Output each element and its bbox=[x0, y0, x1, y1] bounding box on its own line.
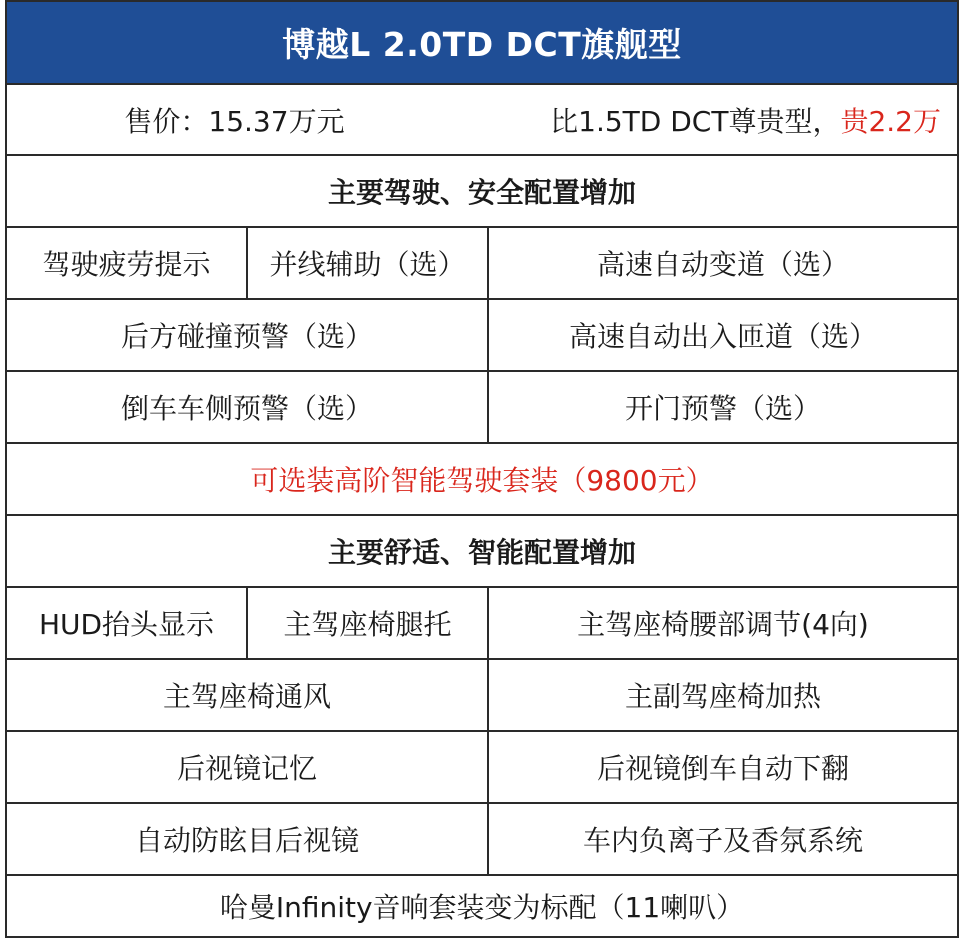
feature-cell: 倒车车侧预警（选） bbox=[120, 392, 373, 425]
feature-cell: 并线辅助（选） bbox=[246, 228, 487, 298]
table-row bbox=[7, 298, 957, 370]
feature-cell: 高速自动变道（选） bbox=[487, 228, 957, 298]
table-row bbox=[7, 730, 957, 802]
table-row bbox=[7, 802, 957, 874]
feature-cell: 主驾座椅腰部调节(4向) bbox=[487, 588, 957, 658]
feature-cell: 后方碰撞预警（选） bbox=[120, 320, 373, 353]
feature-cell: 高速自动出入匝道（选） bbox=[487, 300, 957, 370]
feature-cell: 驾驶疲劳提示 bbox=[42, 248, 211, 281]
price-difference: 贵2.2万 bbox=[840, 104, 941, 138]
safety-heading: 主要驾驶、安全配置增加 bbox=[327, 176, 636, 209]
price-label: 售价：15.37万元 bbox=[124, 104, 345, 138]
feature-cell: 主驾座椅通风 bbox=[162, 680, 331, 713]
audio-note: 哈曼Infinity音响套装变为标配（11喇叭） bbox=[219, 891, 745, 924]
feature-cell: 主驾座椅腿托 bbox=[246, 588, 487, 658]
comfort-heading-row bbox=[7, 514, 957, 586]
table-row bbox=[7, 586, 957, 658]
feature-cell: 后视镜倒车自动下翻 bbox=[487, 732, 957, 802]
comfort-heading: 主要舒适、智能配置增加 bbox=[327, 536, 636, 569]
safety-heading-row bbox=[7, 154, 957, 226]
table-row bbox=[7, 226, 957, 298]
table-row bbox=[7, 658, 957, 730]
feature-cell: 主副驾座椅加热 bbox=[487, 660, 957, 730]
price-comparison bbox=[482, 85, 957, 154]
price-row bbox=[7, 83, 957, 154]
optional-package-note: 可选装高阶智能驾驶套装（9800元） bbox=[250, 464, 714, 497]
table-row bbox=[7, 370, 957, 442]
feature-cell: 后视镜记忆 bbox=[176, 752, 317, 785]
feature-cell: 自动防眩目后视镜 bbox=[134, 824, 359, 857]
price-compare-text: 比1.5TD DCT尊贵型， bbox=[550, 104, 841, 138]
feature-cell: HUD抬头显示 bbox=[38, 608, 215, 641]
config-table bbox=[5, 0, 959, 938]
feature-cell: 开门预警（选） bbox=[487, 372, 957, 442]
feature-cell: 车内负离子及香氛系统 bbox=[487, 804, 957, 874]
optional-package-row bbox=[7, 442, 957, 514]
audio-row bbox=[7, 874, 957, 936]
table-title: 博越L 2.0TD DCT旗舰型 bbox=[7, 2, 957, 83]
